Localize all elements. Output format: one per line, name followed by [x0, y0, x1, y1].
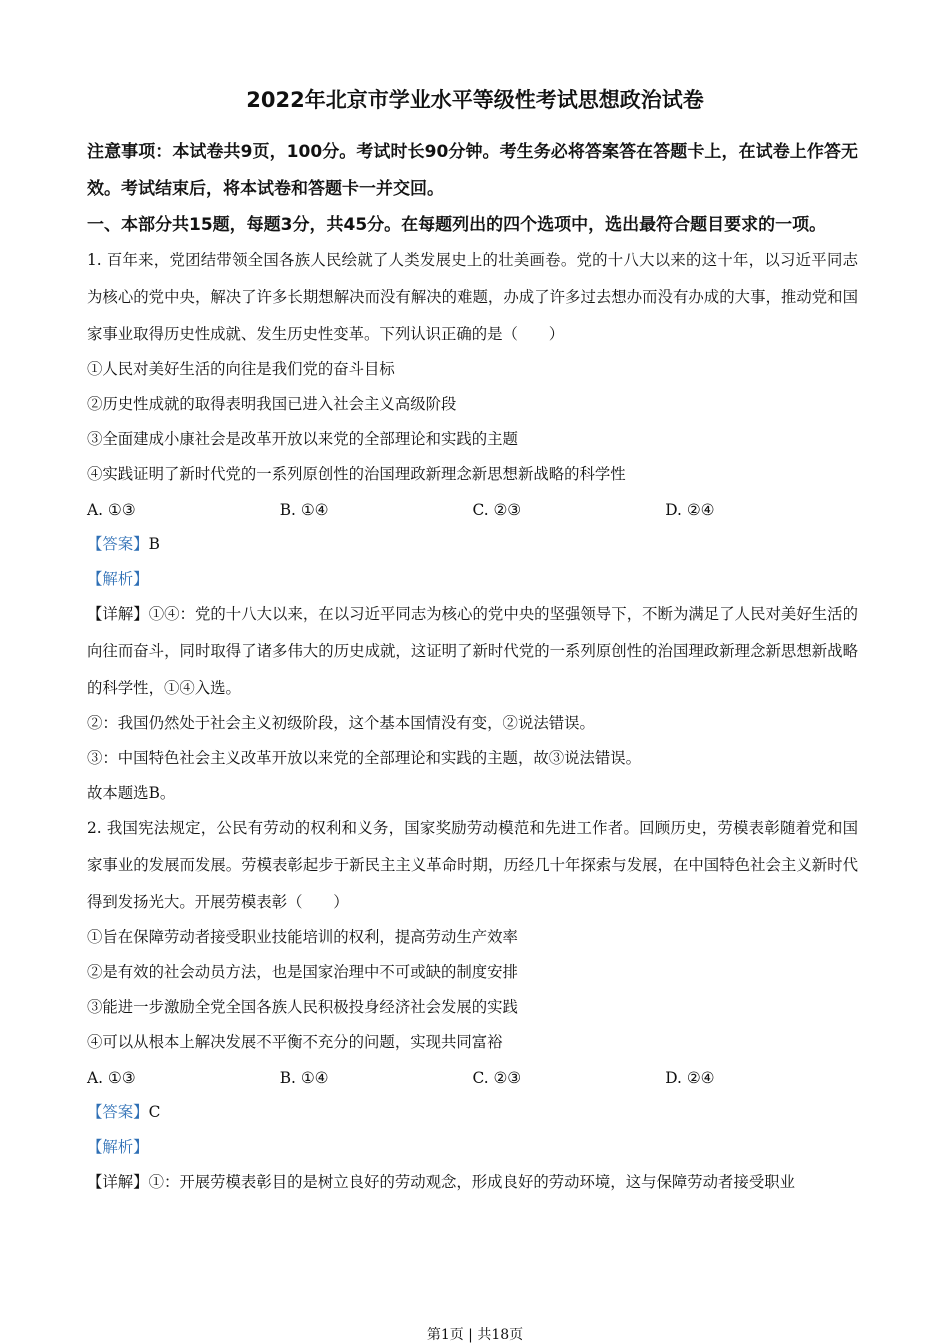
answer-value: C [148, 1102, 161, 1121]
question-stem: 2. 我国宪法规定，公民有劳动的权利和义务，国家奖励劳动模范和先进工作者。回顾历史，劳模表彰随着党和国家事业的发展而发展。劳模表彰起步于新民主主义革命时期，历经几十年探索与发展，在中国特色社会主义新时代得到发扬光大。开展劳模表彰（ ） [87, 818, 858, 911]
option-c: C. ②③ [472, 500, 522, 519]
options [87, 1061, 858, 1096]
answer-tag: 【答案】 [87, 534, 149, 553]
option-c: C. ②③ [472, 1068, 522, 1087]
options [87, 493, 858, 528]
analysis-label: 【解析】 [87, 1137, 149, 1156]
detail-paragraph: ②：我国仍然处于社会主义初级阶段，这个基本国情没有变，②说法错误。 [87, 713, 595, 732]
analysis-label: 【解析】 [87, 569, 149, 588]
document-body [87, 134, 858, 1201]
analysis-tag [87, 1129, 858, 1166]
answer-tag: 【答案】 [87, 1102, 149, 1121]
detail-paragraph [87, 1164, 858, 1201]
statement: ②历史性成就的取得表明我国已进入社会主义高级阶段 [87, 394, 457, 413]
statement: ③全面建成小康社会是改革开放以来党的全部理论和实践的主题 [87, 429, 518, 448]
statement: ④实践证明了新时代党的一系列原创性的治国理政新理念新思想新战略的科学性 [87, 464, 626, 483]
detail-paragraph: 故本题选B。 [87, 783, 176, 802]
answer-line [87, 1094, 858, 1131]
detail-tag: 【详解】 [87, 1172, 149, 1191]
option-b: B. ①④ [279, 500, 329, 519]
option-b: B. ①④ [279, 1068, 329, 1087]
answer-line [87, 526, 858, 563]
statement: ④可以从根本上解决发展不平衡不充分的问题，实现共同富裕 [87, 1032, 503, 1051]
option-d: D. ②④ [665, 500, 715, 519]
analysis-tag [87, 561, 858, 598]
detail-text: ①：开展劳模表彰目的是树立良好的劳动观念，形成良好的劳动环境，这与保障劳动者接受职业 [148, 1172, 795, 1191]
statement: ①旨在保障劳动者接受职业技能培训的权利，提高劳动生产效率 [87, 927, 518, 946]
detail-paragraph: ③：中国特色社会主义改革开放以来党的全部理论和实践的主题，故③说法错误。 [87, 748, 642, 767]
answer-value: B [148, 534, 160, 553]
notice: 注意事项：本试卷共9页，100分。考试时长90分钟。考生务必将答案答在答题卡上，在试卷上作答无效。考试结束后，将本试卷和答题卡一并交回。 [87, 142, 858, 199]
detail-tag: 【详解】 [87, 604, 149, 623]
statement: ①人民对美好生活的向往是我们党的奋斗目标 [87, 359, 395, 378]
option-a: A. ①③ [87, 1068, 136, 1087]
option-a: A. ①③ [87, 500, 136, 519]
question-1 [87, 242, 858, 812]
option-d: D. ②④ [665, 1068, 715, 1087]
detail-text: ①④：党的十八大以来，在以习近平同志为核心的党中央的坚强领导下，不断为满足了人民对美好生活的向往而奋斗，同时取得了诸多伟大的历史成就，这证明了新时代党的一系列原创性的治国理政新理念新思想新战略的科学性，①④入选。 [87, 604, 858, 697]
statement: ③能进一步激励全党全国各族人民积极投身经济社会发展的实践 [87, 997, 518, 1016]
page-footer: 第1页 | 共18页 [426, 1327, 524, 1343]
section-heading: 一、本部分共15题，每题3分，共45分。在每题列出的四个选项中，选出最符合题目要求的一项。 [87, 215, 827, 235]
question-stem: 1. 百年来，党团结带领全国各族人民绘就了人类发展史上的壮美画卷。党的十八大以来的这十年，以习近平同志为核心的党中央，解决了许多长期想解决而没有解决的难题，办成了许多过去想办而没有办成的大事，推动党和国家事业取得历史性成就、发生历史性变革。下列认识正确的是（ ） [87, 250, 858, 343]
question-2 [87, 810, 858, 1201]
page-title: 2022年北京市学业水平等级性考试思想政治试卷 [246, 88, 704, 112]
statement: ②是有效的社会动员方法，也是国家治理中不可或缺的制度安排 [87, 962, 518, 981]
detail-paragraph [87, 596, 858, 707]
